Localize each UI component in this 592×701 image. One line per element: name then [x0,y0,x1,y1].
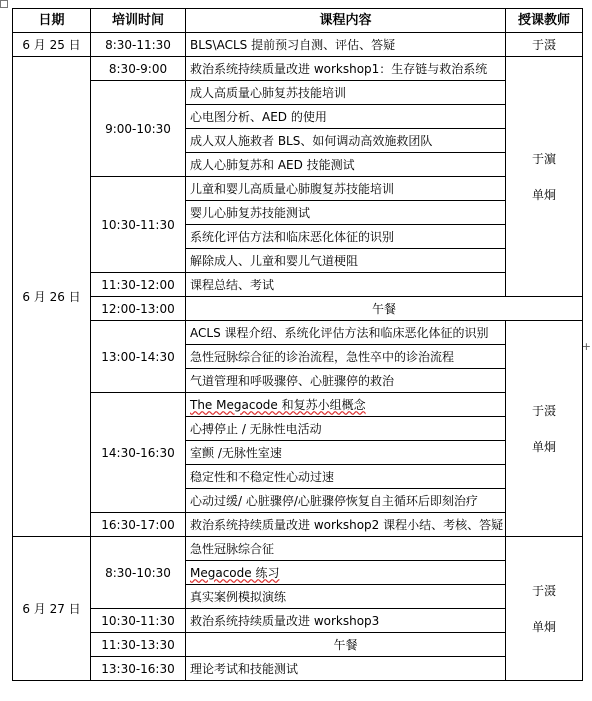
teacher-name: 于滠 [531,403,556,418]
table-row [13,57,583,81]
table-row [13,657,583,681]
time-cell: 8:30-10:30 [91,537,186,609]
teacher-cell [506,321,583,537]
content-cell: 成人高质量心肺复苏技能培训 [186,81,506,105]
header-date: 日期 [13,9,91,33]
time-cell: 16:30-17:00 [91,513,186,537]
page-corner-marker [0,0,8,8]
content-cell: 成人心肺复苏和 AED 技能测试 [186,153,506,177]
content-cell: 稳定性和不稳定性心动过速 [186,465,506,489]
table-row [13,321,583,345]
content-cell: 救治系统持续质量改进 workshop1：生存链与救治系统 [186,57,506,81]
time-cell: 12:00-13:00 [91,297,186,321]
table-row [13,297,583,321]
table-row [13,633,583,657]
time-cell: 10:30-11:30 [91,177,186,273]
content-cell: 急性冠脉综合征 [186,537,506,561]
table-row [13,609,583,633]
teacher-cell: 于滠 [506,33,583,57]
table-row [13,33,583,57]
time-cell: 11:30-12:00 [91,273,186,297]
time-cell: 10:30-11:30 [91,609,186,633]
content-cell: 系统化评估方法和临床恶化体征的识别 [186,225,506,249]
teacher-cell [506,57,583,297]
time-cell: 13:30-16:30 [91,657,186,681]
teacher-name: 于滠 [531,583,556,598]
content-cell: Megacode 练习 [186,561,506,585]
time-cell: 8:30-9:00 [91,57,186,81]
time-cell: 13:00-14:30 [91,321,186,393]
content-cell: The Megacode 和复苏小组概念 [186,393,506,417]
teacher-name: 于濵 [531,151,556,166]
schedule-table [12,8,583,681]
header-teacher: 授课教师 [506,9,583,33]
content-cell: 儿童和婴儿高质量心肺腹复苏技能培训 [186,177,506,201]
table-row [13,537,583,561]
content-cell: 课程总结、考试 [186,273,506,297]
content-cell: 理论考试和技能测试 [186,657,506,681]
date-cell: 6 月 26 日 [13,57,91,537]
header-content: 课程内容 [186,9,506,33]
time-cell: 8:30-11:30 [91,33,186,57]
content-cell: 成人双人施救者 BLS、如何调动高效施救团队 [186,129,506,153]
header-time: 培训时间 [91,9,186,33]
teacher-name: 单炯 [531,619,556,634]
header-row [13,9,583,33]
content-cell: ACLS 课程介绍、系统化评估方法和临床恶化体征的识别 [186,321,506,345]
content-cell: 气道管理和呼吸骤停、心脏骤停的救治 [186,369,506,393]
content-cell: 心搏停止 / 无脉性电活动 [186,417,506,441]
table-row [13,393,583,417]
time-cell: 11:30-13:30 [91,633,186,657]
teacher-name: 单炯 [531,439,556,454]
content-cell: 救治系统持续质量改进 workshop3 [186,609,506,633]
table-add-icon[interactable]: + [581,340,591,353]
content-cell: BLS\ACLS 提前预习自测、评估、答疑 [186,33,506,57]
table-row [13,81,583,105]
teacher-name: 单炯 [531,187,556,202]
teacher-cell [506,537,583,681]
content-cell: 心电图分析、AED 的使用 [186,105,506,129]
content-cell: 婴儿心肺复苏技能测试 [186,201,506,225]
table-row [13,177,583,201]
table-row [13,513,583,537]
time-cell: 14:30-16:30 [91,393,186,513]
content-cell: 室颤 /无脉性室速 [186,441,506,465]
time-cell: 9:00-10:30 [91,81,186,177]
content-cell: 解除成人、儿童和婴儿气道梗阻 [186,249,506,273]
content-cell: 心动过缓/ 心脏骤停/心脏骤停恢复自主循环后即刻治疗 [186,489,506,513]
lunch-cell: 午餐 [186,297,583,321]
content-cell: 救治系统持续质量改进 workshop2 课程小结、考核、答疑 [186,513,506,537]
table-row [13,273,583,297]
content-cell: 真实案例模拟演练 [186,585,506,609]
date-cell: 6 月 27 日 [13,537,91,681]
content-cell: 急性冠脉综合征的诊治流程，急性卒中的诊治流程 [186,345,506,369]
date-cell: 6 月 25 日 [13,33,91,57]
lunch-cell: 午餐 [186,633,506,657]
